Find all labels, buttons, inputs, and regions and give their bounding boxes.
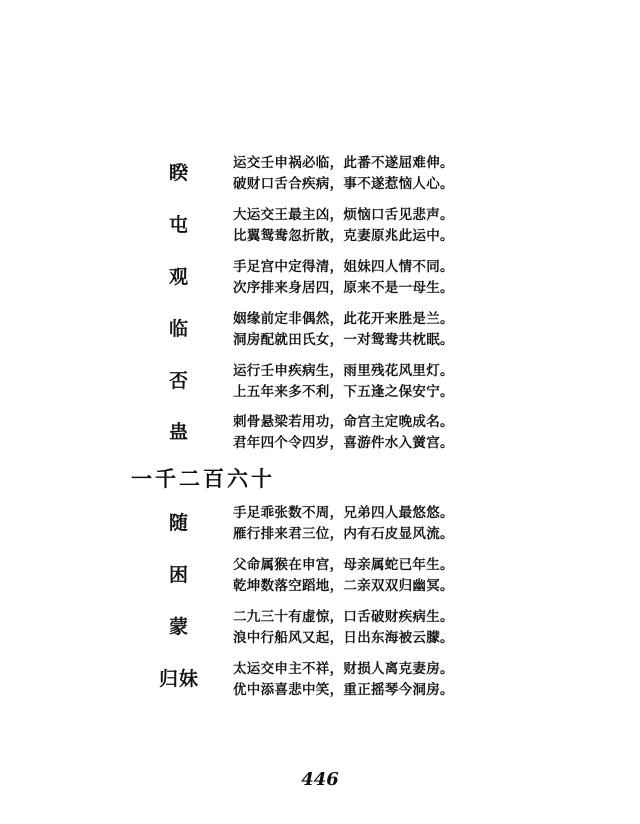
verse-line: 大运交王最主凶，烦恼口舌见悲声。 xyxy=(233,207,454,223)
verse-line: 手足乖张数不周，兄弟四人最悠悠。 xyxy=(233,505,454,521)
verse-entry xyxy=(0,414,640,464)
verse-line: 优中添喜悲中笑，重正摇琴今洞房。 xyxy=(233,682,454,698)
verse-line: 手足宫中定得清，姐妹四人情不同。 xyxy=(233,259,454,275)
verse-line: 洞房配就田氏女，一对鸳鸯共枕眠。 xyxy=(233,332,454,348)
verse-line: 刺骨悬梁若用功，命宫主定晚成名。 xyxy=(233,414,454,430)
verse-line: 破财口舌合疾病，事不遂惹恼人心。 xyxy=(233,176,454,192)
verse-line: 乾坤数落空蹈地，二亲双双归幽冥。 xyxy=(233,578,454,594)
hexagram-name: 归妹 xyxy=(158,668,199,690)
verse-entry xyxy=(0,259,640,309)
verse-entry xyxy=(0,207,640,257)
section-header: 一千二百六十 xyxy=(131,466,275,491)
verse-entry xyxy=(0,661,640,711)
hexagram-name: 屯 xyxy=(168,214,189,236)
hexagram-name: 随 xyxy=(168,512,189,534)
hexagram-name: 蒙 xyxy=(168,616,189,638)
verse-entry xyxy=(0,363,640,413)
hexagram-name: 临 xyxy=(168,318,189,340)
verse-line: 父命属猴在申宫，母亲属蛇已年生。 xyxy=(233,557,454,573)
verse-line: 运交壬申祸必临，此番不遂屈难伸。 xyxy=(233,155,454,171)
verse-line: 姻缘前定非偶然，此花开来胜是兰。 xyxy=(233,311,454,327)
verse-line: 雁行排来君三位，内有石皮显风流。 xyxy=(233,526,454,542)
hexagram-name: 蛊 xyxy=(168,421,189,443)
page-number: 446 xyxy=(301,769,339,790)
hexagram-name: 否 xyxy=(168,370,189,392)
hexagram-name: 睽 xyxy=(168,162,189,184)
verse-line: 次序排来身居四，原来不是一母生。 xyxy=(233,280,454,296)
verse-entry xyxy=(0,505,640,555)
verse-line: 运行壬申疾病生，雨里残花风里灯。 xyxy=(233,363,454,379)
verse-line: 太运交申主不祥，财损人离克妻房。 xyxy=(233,661,454,677)
hexagram-name: 观 xyxy=(168,266,189,288)
verse-line: 比翼鸳鸯忽折散，克妻原兆此运中。 xyxy=(233,228,454,244)
verse-entry xyxy=(0,155,640,205)
verse-entry xyxy=(0,557,640,607)
verse-line: 君年四个令四岁，喜游件水入黉宫。 xyxy=(233,435,454,451)
verse-line: 二九三十有虚惊，口舌破财疾病生。 xyxy=(233,609,454,625)
verse-entry xyxy=(0,609,640,659)
hexagram-name: 困 xyxy=(168,564,189,586)
verse-line: 浪中行船风又起，日出东海被云朦。 xyxy=(233,630,454,646)
verse-line: 上五年来多不利，下五逢之保安宁。 xyxy=(233,384,454,400)
verse-entry xyxy=(0,311,640,361)
